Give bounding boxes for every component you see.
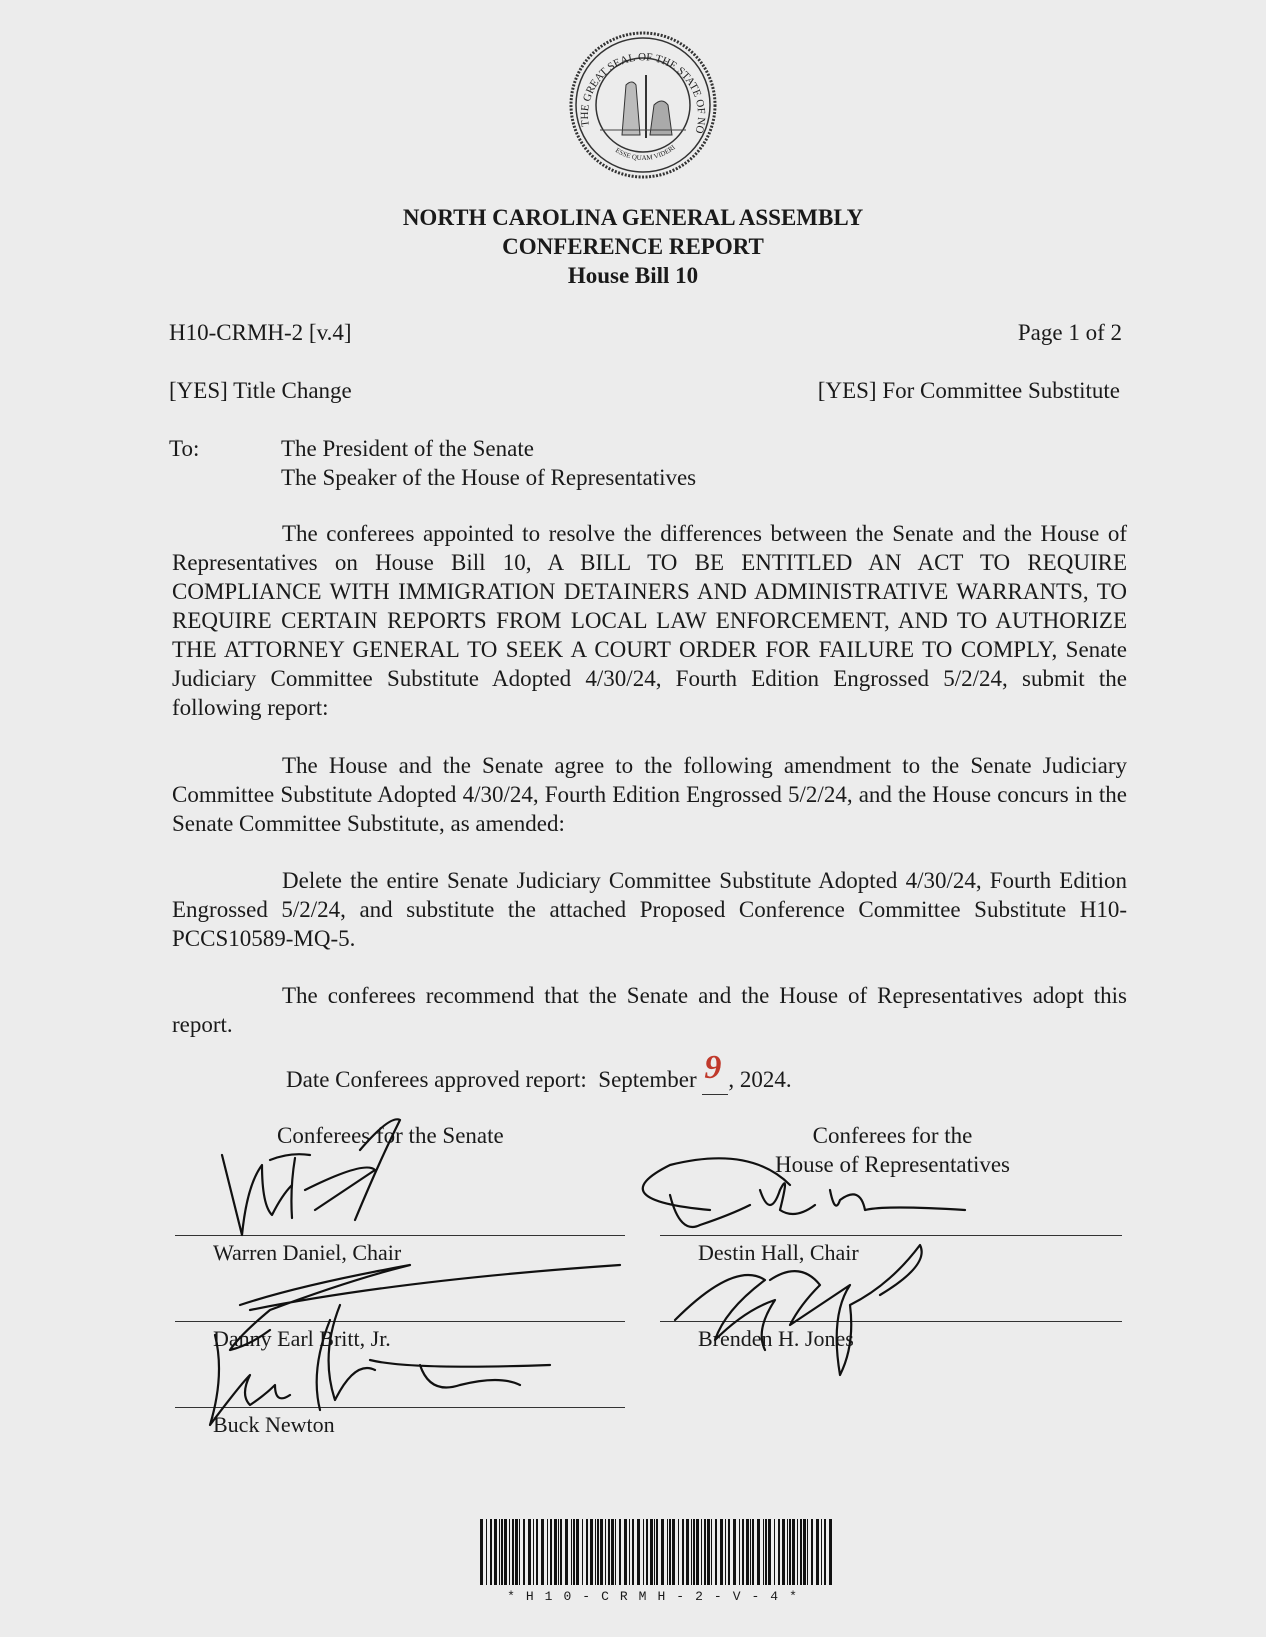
barcode-bar: [765, 1519, 767, 1585]
header-assembly: NORTH CAROLINA GENERAL ASSEMBLY: [402, 205, 864, 230]
barcode-bar: [711, 1519, 712, 1585]
barcode-bar: [629, 1519, 630, 1585]
barcode-bar: [582, 1519, 583, 1585]
barcode-bar: [696, 1519, 699, 1585]
barcode-bar: [576, 1519, 579, 1585]
barcode-bar: [541, 1519, 544, 1585]
recipient-house: The Speaker of the House of Representatives: [281, 465, 697, 490]
barcode-bar: [824, 1519, 826, 1585]
barcode-bar: [725, 1519, 726, 1585]
barcode-bar: [739, 1519, 740, 1585]
barcode-bar: [701, 1519, 702, 1585]
barcode-bar: [519, 1519, 520, 1585]
header-bill: House Bill 10: [567, 263, 699, 288]
barcode-bar: [672, 1519, 675, 1585]
senate-conferees-heading: Conferees for the Senate: [277, 1123, 504, 1148]
paragraph-text: The conferees appointed to resolve the differences between the Senate and the House of Representatives on House Bill 10, A BILL TO BE ENTITLED AN ACT TO REQUIRE COMPLIANCE WITH IMMIGRATION DETAINERS AND ADMINISTRATIVE WARRANTS, TO REQUIRE CERTAIN REPORTS FROM LOCAL LAW ENFORCEMENT, AND TO AUTHORIZE THE ATTORNEY GENERAL TO SEEK A COURT ORDER FOR FAILURE TO COMPLY, Senate Judiciary Committee Substitute Adopted 4/30/24, Fourth Edition Engrossed 5/2/24, submit the following report:: [172, 521, 1127, 720]
barcode-bar: [504, 1519, 507, 1585]
paragraph-text: The House and the Senate agree to the following amendment to the Senate Judiciary Committee Substitute Adopted 4/30/24, Fourth Edition Engrossed 5/2/24, and the House concurs in the Senate Committee Substitute, as amended:: [172, 753, 1127, 836]
date-label: Date Conferees approved report:: [286, 1067, 587, 1092]
title-change-flag: [YES] Title Change: [169, 378, 352, 403]
barcode-bar: [816, 1519, 819, 1585]
barcode-bar: [693, 1519, 695, 1585]
barcode-bars: [480, 1519, 835, 1585]
barcode-bar: [746, 1519, 749, 1585]
barcode-bar: [792, 1519, 795, 1585]
barcode-bar: [704, 1519, 706, 1585]
senate-member-name: Warren Daniel, Chair: [213, 1240, 402, 1265]
barcode-bar: [715, 1519, 717, 1585]
barcode-bar: [573, 1519, 575, 1585]
barcode-bar: [643, 1519, 644, 1585]
state-seal: [568, 30, 718, 180]
barcode-bar: [678, 1519, 679, 1585]
barcode-bar: [667, 1519, 668, 1585]
paragraph-recommend: [172, 981, 1127, 1039]
barcode-bar: [650, 1519, 653, 1585]
barcode-bar: [637, 1519, 640, 1585]
approval-date: [286, 1049, 792, 1095]
barcode-bar: [720, 1519, 723, 1585]
barcode-bar: [750, 1519, 751, 1585]
barcode-bar: [829, 1519, 832, 1585]
barcode-bar: [499, 1519, 500, 1585]
barcode-bar: [787, 1519, 788, 1585]
paragraph-text: The conferees recommend that the Senate and the House of Representatives adopt this report.: [172, 983, 1127, 1037]
barcode-bar: [768, 1519, 771, 1585]
date-year: , 2024.: [728, 1067, 792, 1092]
barcode-bar: [632, 1519, 634, 1585]
to-label: To:: [169, 436, 200, 461]
barcode-bar: [624, 1519, 627, 1585]
paragraph-substitute: [172, 866, 1127, 953]
barcode-bar: [571, 1519, 572, 1585]
barcode-bar: [757, 1519, 760, 1585]
barcode-bar: [797, 1519, 798, 1585]
barcode-text: *H10-CRMH-2-V-4*: [507, 1589, 808, 1604]
barcode-bar: [547, 1519, 548, 1585]
barcode-bar: [533, 1519, 534, 1585]
barcode-bar: [494, 1519, 497, 1585]
barcode-bar: [742, 1519, 744, 1585]
barcode-bar: [586, 1519, 588, 1585]
paragraph-amendment: [172, 751, 1127, 838]
paragraph-text: Delete the entire Senate Judiciary Committee Substitute Adopted 4/30/24, Fourth Edition Engrossed 5/2/24, and substitute the attached Proposed Conference Committee Substitute H10-PCCS10589-MQ-5.: [172, 868, 1127, 951]
house-conferees-heading-1: Conferees for the: [812, 1123, 973, 1148]
page-number: Page 1 of 2: [1017, 320, 1122, 345]
barcode-bar: [661, 1519, 664, 1585]
barcode-bar: [654, 1519, 655, 1585]
barcode-bar: [565, 1519, 568, 1585]
barcode-bar: [763, 1519, 764, 1585]
barcode-bar: [811, 1519, 813, 1585]
barcode-bar: [605, 1519, 606, 1585]
signature-destin-hall: [620, 1150, 980, 1240]
signature-buck-newton: [190, 1330, 570, 1440]
date-day-blank: [702, 1049, 728, 1095]
date-month: September: [598, 1067, 697, 1092]
barcode-bar: [789, 1519, 791, 1585]
barcode-bar: [600, 1519, 603, 1585]
barcode-bar: [590, 1519, 593, 1585]
barcode-bar: [611, 1519, 614, 1585]
barcode-bar: [536, 1519, 538, 1585]
barcode-bar: [501, 1519, 503, 1585]
barcode-bar: [560, 1519, 562, 1585]
recipient-senate: The President of the Senate: [281, 436, 534, 461]
barcode-bar: [821, 1519, 822, 1585]
senate-member-name: Buck Newton: [213, 1412, 335, 1437]
barcode-bar: [807, 1519, 808, 1585]
barcode-bar: [512, 1519, 514, 1585]
barcode-bar: [550, 1519, 552, 1585]
header-report-type: CONFERENCE REPORT: [502, 234, 764, 259]
barcode-bar: [778, 1519, 780, 1585]
barcode-bar: [752, 1519, 754, 1585]
barcode-bar: [656, 1519, 658, 1585]
barcode-bar: [728, 1519, 730, 1585]
barcode: [480, 1519, 835, 1585]
barcode-bar: [523, 1519, 525, 1585]
house-conferees-heading-2: House of Representatives: [774, 1152, 1011, 1177]
barcode-bar: [686, 1519, 689, 1585]
barcode-bar: [608, 1519, 610, 1585]
paragraph-conferees: [172, 519, 1127, 722]
date-day-handwritten: 9: [704, 1049, 722, 1086]
barcode-bar: [554, 1519, 557, 1585]
barcode-bar: [707, 1519, 710, 1585]
barcode-bar: [733, 1519, 736, 1585]
barcode-bar: [803, 1519, 806, 1585]
committee-substitute-flag: [YES] For Committee Substitute: [817, 378, 1120, 403]
barcode-bar: [615, 1519, 616, 1585]
senate-member-name: Danny Earl Britt, Jr.: [213, 1326, 391, 1351]
barcode-bar: [669, 1519, 671, 1585]
barcode-bar: [619, 1519, 621, 1585]
barcode-bar: [509, 1519, 510, 1585]
signature-brenden-jones: [660, 1250, 1000, 1370]
barcode-bar: [691, 1519, 692, 1585]
barcode-bar: [774, 1519, 775, 1585]
barcode-bar: [646, 1519, 648, 1585]
barcode-bar: [595, 1519, 596, 1585]
house-member-name: Brenden H. Jones: [698, 1326, 854, 1351]
svg-text:ESSE QUAM VIDERI: ESSE QUAM VIDERI: [613, 143, 677, 163]
document-id: H10-CRMH-2 [v.4]: [169, 320, 352, 345]
barcode-bar: [800, 1519, 802, 1585]
barcode-bar: [490, 1519, 492, 1585]
barcode-bar: [782, 1519, 785, 1585]
barcode-bar: [515, 1519, 518, 1585]
barcode-bar: [682, 1519, 684, 1585]
barcode-bar: [528, 1519, 531, 1585]
barcode-bar: [558, 1519, 559, 1585]
barcode-bar: [486, 1519, 487, 1585]
signature-warren-daniel: [210, 1120, 530, 1240]
svg-text:THE GREAT SEAL OF THE STATE OF: THE GREAT SEAL OF THE STATE OF NO: [578, 51, 708, 135]
house-member-name: Destin Hall, Chair: [698, 1240, 859, 1265]
barcode-bar: [480, 1519, 483, 1585]
barcode-bar: [597, 1519, 599, 1585]
